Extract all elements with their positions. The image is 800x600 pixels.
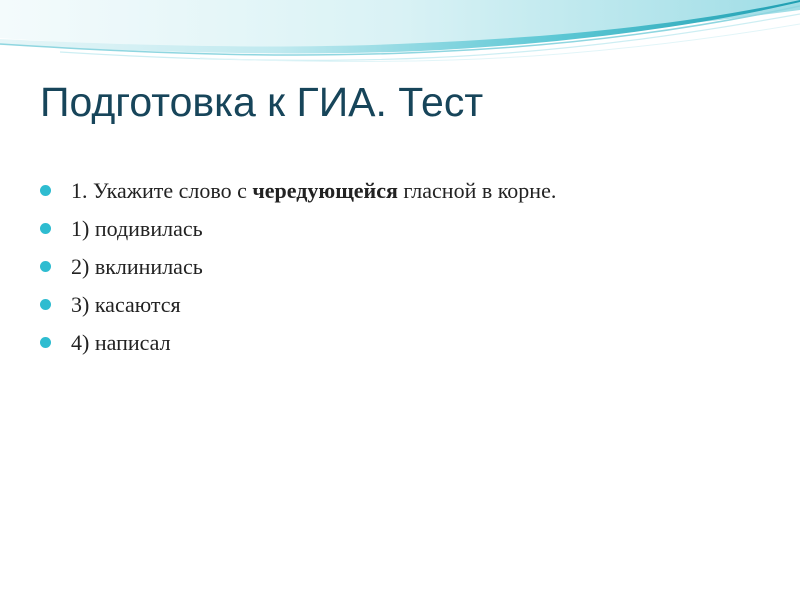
question-text-after: гласной в корне. bbox=[397, 178, 557, 203]
option-label: 2) вклинилась bbox=[71, 254, 203, 279]
bullet-icon bbox=[40, 337, 51, 348]
slide-title: Подготовка к ГИА. Тест bbox=[40, 79, 484, 125]
option-item-1 bbox=[40, 212, 680, 245]
option-label: 4) написал bbox=[71, 330, 171, 355]
question-item bbox=[40, 174, 680, 207]
bullet-icon bbox=[40, 261, 51, 272]
bullet-icon bbox=[40, 223, 51, 234]
bullet-icon bbox=[40, 185, 51, 196]
option-label: 1) подивилась bbox=[71, 216, 203, 241]
wave-header-decoration bbox=[0, 0, 800, 80]
bullet-list bbox=[40, 174, 680, 364]
option-item-3 bbox=[40, 288, 680, 321]
bullet-icon bbox=[40, 299, 51, 310]
option-item-2 bbox=[40, 250, 680, 283]
option-label: 3) касаются bbox=[71, 292, 181, 317]
question-text-before: 1. Укажите слово с bbox=[71, 178, 253, 203]
question-text-bold: чередующейся bbox=[252, 178, 398, 203]
option-item-4 bbox=[40, 326, 680, 359]
